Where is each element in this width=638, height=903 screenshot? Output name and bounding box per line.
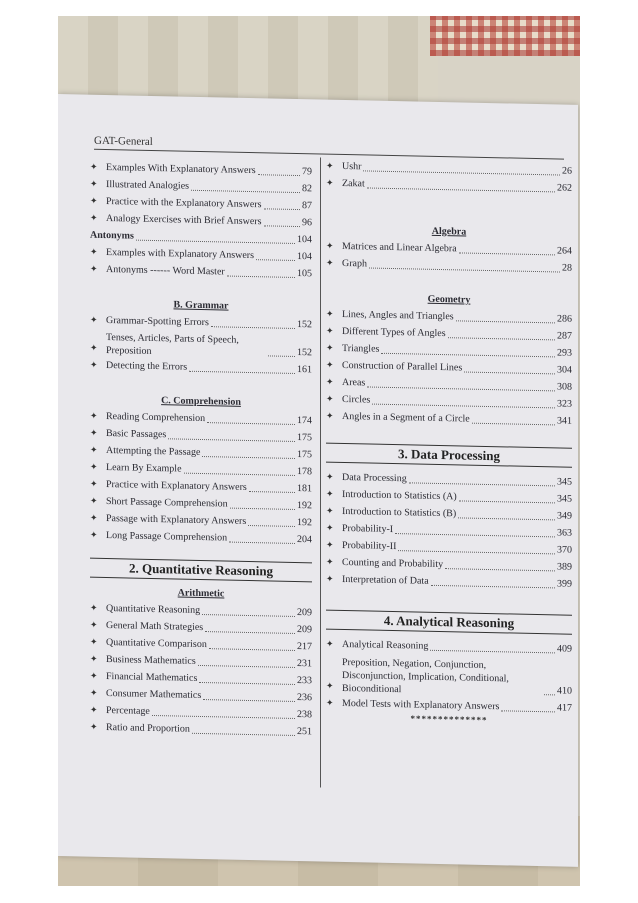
toc-entry-title: Introduction to Statistics (B) <box>342 505 457 520</box>
toc-entry-title: Different Types of Angles <box>342 325 446 340</box>
bullet-icon: ✦ <box>90 619 98 630</box>
bullet-icon: ✦ <box>326 359 334 370</box>
toc-entry-page: 79 <box>302 166 312 178</box>
toc-entry-page: 209 <box>297 607 312 619</box>
bullet-icon: ✦ <box>90 314 98 325</box>
toc-entry-page: 104 <box>297 234 312 246</box>
subsection-heading-arithmetic: Arithmetic <box>177 587 225 600</box>
leader-dots <box>258 174 300 176</box>
toc-entry-title: Analytical Reasoning <box>342 638 429 652</box>
toc-entry-page: 417 <box>557 702 572 714</box>
leader-dots <box>367 187 555 192</box>
toc-entry-title: Reading Comprehension <box>106 411 206 425</box>
toc-entry <box>326 653 572 700</box>
leader-dots <box>456 320 555 323</box>
leader-dots <box>168 438 295 442</box>
toc-entry-title: Preposition, Negation, Conjunction, Disconjunction, Implication, Conditional, Bioconditional <box>342 656 509 696</box>
toc-entry-page: 264 <box>557 245 572 257</box>
bullet-icon: ✦ <box>90 263 98 274</box>
leader-dots <box>448 337 555 340</box>
left-column <box>90 159 312 741</box>
bullet-icon: ✦ <box>90 687 98 698</box>
leader-dots <box>198 665 295 668</box>
leader-dots <box>199 682 295 685</box>
toc-entry-title: Learn By Example <box>106 462 182 475</box>
bullet-icon: ✦ <box>326 471 334 482</box>
toc-entry-page: 345 <box>557 493 572 505</box>
bullet-icon: ✦ <box>326 573 334 584</box>
toc-entry-title: Short Passage Comprehension <box>106 496 228 510</box>
toc-entry-page: 105 <box>297 268 312 280</box>
bullet-icon: ✦ <box>90 359 98 370</box>
bullet-icon: ✦ <box>326 410 334 421</box>
toc-entry-page: 308 <box>557 381 572 393</box>
leader-dots <box>369 268 560 273</box>
bullet-icon: ✦ <box>326 488 334 499</box>
toc-entry-page: 236 <box>297 692 312 704</box>
bullet-icon: ✦ <box>326 680 334 691</box>
leader-dots <box>249 491 295 493</box>
bullet-icon: ✦ <box>90 444 98 455</box>
toc-entry-page: 287 <box>557 330 572 342</box>
toc-entry-page: 82 <box>302 183 312 195</box>
toc-entry-page: 204 <box>297 534 312 546</box>
photo-background <box>58 16 580 886</box>
toc-entry-title: Angles in a Segment of a Circle <box>342 410 470 425</box>
toc-entry-page: 341 <box>557 415 572 427</box>
toc-entry-title: Basic Passages <box>106 428 167 441</box>
toc-entry-page: 323 <box>557 398 572 410</box>
leader-dots <box>381 353 555 358</box>
toc-entry-page: 409 <box>557 643 572 655</box>
bullet-icon: ✦ <box>326 308 334 319</box>
leader-dots <box>501 710 555 712</box>
bullet-icon: ✦ <box>326 505 334 516</box>
toc-entry-page: 175 <box>297 432 312 444</box>
bullet-icon: ✦ <box>90 161 98 172</box>
toc-entry-title: General Math Strategies <box>106 620 204 634</box>
leader-dots <box>152 715 295 719</box>
toc-entry-title: Practice with Explanatory Answers <box>106 479 247 493</box>
toc-entry-title: Probability-II <box>342 539 397 553</box>
leader-dots <box>464 372 555 375</box>
subsection-heading-comprehension: C. Comprehension <box>161 395 241 408</box>
bullet-icon: ✦ <box>90 636 98 647</box>
toc-entry-page: 161 <box>297 364 312 376</box>
toc-entry-title: Zakat <box>342 177 365 190</box>
leader-dots <box>211 326 295 329</box>
leader-dots <box>544 694 555 695</box>
bullet-icon: ✦ <box>90 410 98 421</box>
leader-dots <box>192 733 295 736</box>
toc-entry-page: 175 <box>297 449 312 461</box>
leader-dots <box>445 568 555 571</box>
toc-entry-title: Graph <box>342 257 367 270</box>
checkered-cloth <box>430 16 580 56</box>
leader-dots <box>207 422 295 425</box>
bullet-icon: ✦ <box>326 556 334 567</box>
leader-dots <box>409 482 555 486</box>
toc-entry-page: 262 <box>557 182 572 194</box>
leader-dots <box>264 208 300 210</box>
toc-entry-page: 152 <box>297 347 312 359</box>
bullet-icon: ✦ <box>90 342 98 353</box>
toc-entry-page: 231 <box>297 658 312 670</box>
leader-dots <box>230 508 295 510</box>
leader-dots <box>136 240 295 244</box>
book-page <box>58 94 578 867</box>
right-column <box>326 158 572 727</box>
toc-entry-title: Examples with Explanatory Answers <box>106 247 255 262</box>
section-heading-analytical: 4. Analytical Reasoning <box>326 610 572 635</box>
toc-entry-title: Counting and Probability <box>342 556 444 571</box>
toc-entry-page: 286 <box>557 313 572 325</box>
toc-entry-title: Business Mathematics <box>106 654 196 667</box>
bullet-icon: ✦ <box>90 195 98 206</box>
leader-dots <box>227 276 295 278</box>
bullet-icon: ✦ <box>90 495 98 506</box>
leader-dots <box>202 456 295 459</box>
bullet-icon: ✦ <box>90 212 98 223</box>
bullet-icon: ✦ <box>326 539 334 550</box>
toc-entry-page: 349 <box>557 510 572 522</box>
bullet-icon: ✦ <box>326 376 334 387</box>
toc-entry-page: 399 <box>557 578 572 590</box>
bullet-icon: ✦ <box>326 257 334 268</box>
toc-entry-page: 174 <box>297 415 312 427</box>
bullet-icon: ✦ <box>90 670 98 681</box>
leader-dots <box>229 542 295 544</box>
leader-dots <box>268 355 295 357</box>
toc-entry-page: 363 <box>557 527 572 539</box>
leader-dots <box>248 525 295 527</box>
page-header: GAT-General <box>94 134 153 148</box>
leader-dots <box>430 650 555 654</box>
leader-dots <box>191 190 300 193</box>
subsection-heading-geometry: Geometry <box>427 293 471 306</box>
toc-entry-title: Introduction to Statistics (A) <box>342 488 457 503</box>
toc-entry-page: 96 <box>302 217 312 229</box>
toc-entry-title: Ratio and Proportion <box>106 722 190 735</box>
toc-entry-title: Grammar-Spotting Errors <box>106 315 209 329</box>
toc-entry-page: 209 <box>297 624 312 636</box>
end-marker: ************** <box>410 713 488 725</box>
toc-entry-title: Construction of Parallel Lines <box>342 359 463 374</box>
leader-dots <box>459 500 555 503</box>
subsection-heading-algebra: Algebra <box>431 225 467 238</box>
toc-entry <box>90 527 312 549</box>
toc-entry-page: 104 <box>297 251 312 263</box>
toc-entry-title: Illustrated Analogies <box>106 179 190 192</box>
bullet-icon: ✦ <box>326 697 334 708</box>
leader-dots <box>459 252 555 255</box>
toc-entry-page: 238 <box>297 709 312 721</box>
bullet-icon: ✦ <box>90 461 98 472</box>
section-heading-quantitative: 2. Quantitative Reasoning <box>90 558 312 583</box>
toc-entry-page: 293 <box>557 347 572 359</box>
toc-entry-title: Ushr <box>342 160 362 173</box>
leader-dots <box>184 473 295 476</box>
bullet-icon: ✦ <box>90 721 98 732</box>
toc-entry-title: Data Processing <box>342 471 407 485</box>
bullet-icon: ✦ <box>90 602 98 613</box>
toc-entry-title: Antonyms ------ Word Master <box>106 264 225 278</box>
toc-entry-page: 26 <box>562 165 572 177</box>
leader-dots <box>367 386 555 391</box>
toc-entry-title: Areas <box>342 376 366 389</box>
bullet-icon: ✦ <box>90 246 98 257</box>
leader-dots <box>203 699 295 702</box>
leader-dots <box>363 170 560 175</box>
bullet-icon: ✦ <box>90 478 98 489</box>
bullet-icon: ✦ <box>90 178 98 189</box>
toc-entry-page: 304 <box>557 364 572 376</box>
toc-entry-page: 181 <box>297 483 312 495</box>
leader-dots <box>205 631 295 634</box>
toc-entry-page: 192 <box>297 500 312 512</box>
toc-entry-page: 370 <box>557 544 572 556</box>
toc-entry-title: Tenses, Articles, Parts of Speech, Preposition <box>106 332 239 357</box>
toc-entry-title: Model Tests with Explanatory Answers <box>342 697 500 713</box>
toc-entry-page: 178 <box>297 466 312 478</box>
leader-dots <box>398 550 555 554</box>
toc-entry-title: Attempting the Passage <box>106 445 201 458</box>
toc-entry-title: Long Passage Comprehension <box>106 530 228 544</box>
subsection-heading-grammar: B. Grammar <box>173 299 229 312</box>
bullet-icon: ✦ <box>90 427 98 438</box>
leader-dots <box>472 423 555 426</box>
leader-dots <box>372 404 555 409</box>
leader-dots <box>395 533 555 537</box>
toc-entry-title: Interpretation of Data <box>342 573 429 587</box>
section-heading-data-processing: 3. Data Processing <box>326 443 572 468</box>
toc-entry-title: Circles <box>342 393 371 406</box>
toc-entry-title: Quantitative Comparison <box>106 637 207 651</box>
toc-entry-title: Lines, Angles and Triangles <box>342 308 454 323</box>
column-divider <box>320 157 321 787</box>
toc-entry-title: Antonyms <box>90 229 134 242</box>
toc-entry-page: 28 <box>562 262 572 274</box>
bullet-icon: ✦ <box>326 240 334 251</box>
bullet-icon: ✦ <box>90 529 98 540</box>
toc-entry-title: Analogy Exercises with Brief Answers <box>106 213 262 228</box>
toc-entry-title: Matrices and Linear Algebra <box>342 240 457 255</box>
leader-dots <box>202 614 295 617</box>
bullet-icon: ✦ <box>326 177 334 188</box>
toc-entry-page: 233 <box>297 675 312 687</box>
toc-entry-title: Triangles <box>342 342 380 355</box>
leader-dots <box>189 371 295 374</box>
toc-entry-title: Passage with Explanatory Answers <box>106 513 247 527</box>
toc-entry-title: Practice with the Explanatory Answers <box>106 196 262 211</box>
bullet-icon: ✦ <box>90 512 98 523</box>
bullet-icon: ✦ <box>326 342 334 353</box>
toc-entry-page: 87 <box>302 200 312 212</box>
toc-entry-title: Probability-I <box>342 522 394 536</box>
toc-entry-page: 192 <box>297 517 312 529</box>
leader-dots <box>209 648 295 651</box>
toc-entry-title: Detecting the Errors <box>106 360 188 373</box>
toc-entry <box>90 719 312 741</box>
toc-entry-title: Percentage <box>106 705 150 717</box>
bullet-icon: ✦ <box>90 653 98 664</box>
toc-entry-page: 251 <box>297 726 312 738</box>
toc-entry-page: 152 <box>297 319 312 331</box>
leader-dots <box>431 585 555 589</box>
bullet-icon: ✦ <box>326 160 334 171</box>
leader-dots <box>458 517 555 520</box>
bullet-icon: ✦ <box>326 638 334 649</box>
bullet-icon: ✦ <box>326 393 334 404</box>
toc-entry-page: 410 <box>557 685 572 697</box>
cloth-background <box>58 16 438 106</box>
bullet-icon: ✦ <box>326 522 334 533</box>
toc-entry-page: 217 <box>297 641 312 653</box>
bullet-icon: ✦ <box>326 325 334 336</box>
toc-entry-title: Quantitative Reasoning <box>106 603 201 616</box>
bullet-icon: ✦ <box>90 704 98 715</box>
toc-entry-title: Financial Mathematics <box>106 671 198 684</box>
toc-entry-page: 345 <box>557 476 572 488</box>
leader-dots <box>256 259 295 261</box>
toc-entry-title: Examples With Explanatory Answers <box>106 162 256 177</box>
toc-entry-title: Consumer Mathematics <box>106 688 202 702</box>
leader-dots <box>264 225 300 227</box>
toc-entry-page: 389 <box>557 561 572 573</box>
